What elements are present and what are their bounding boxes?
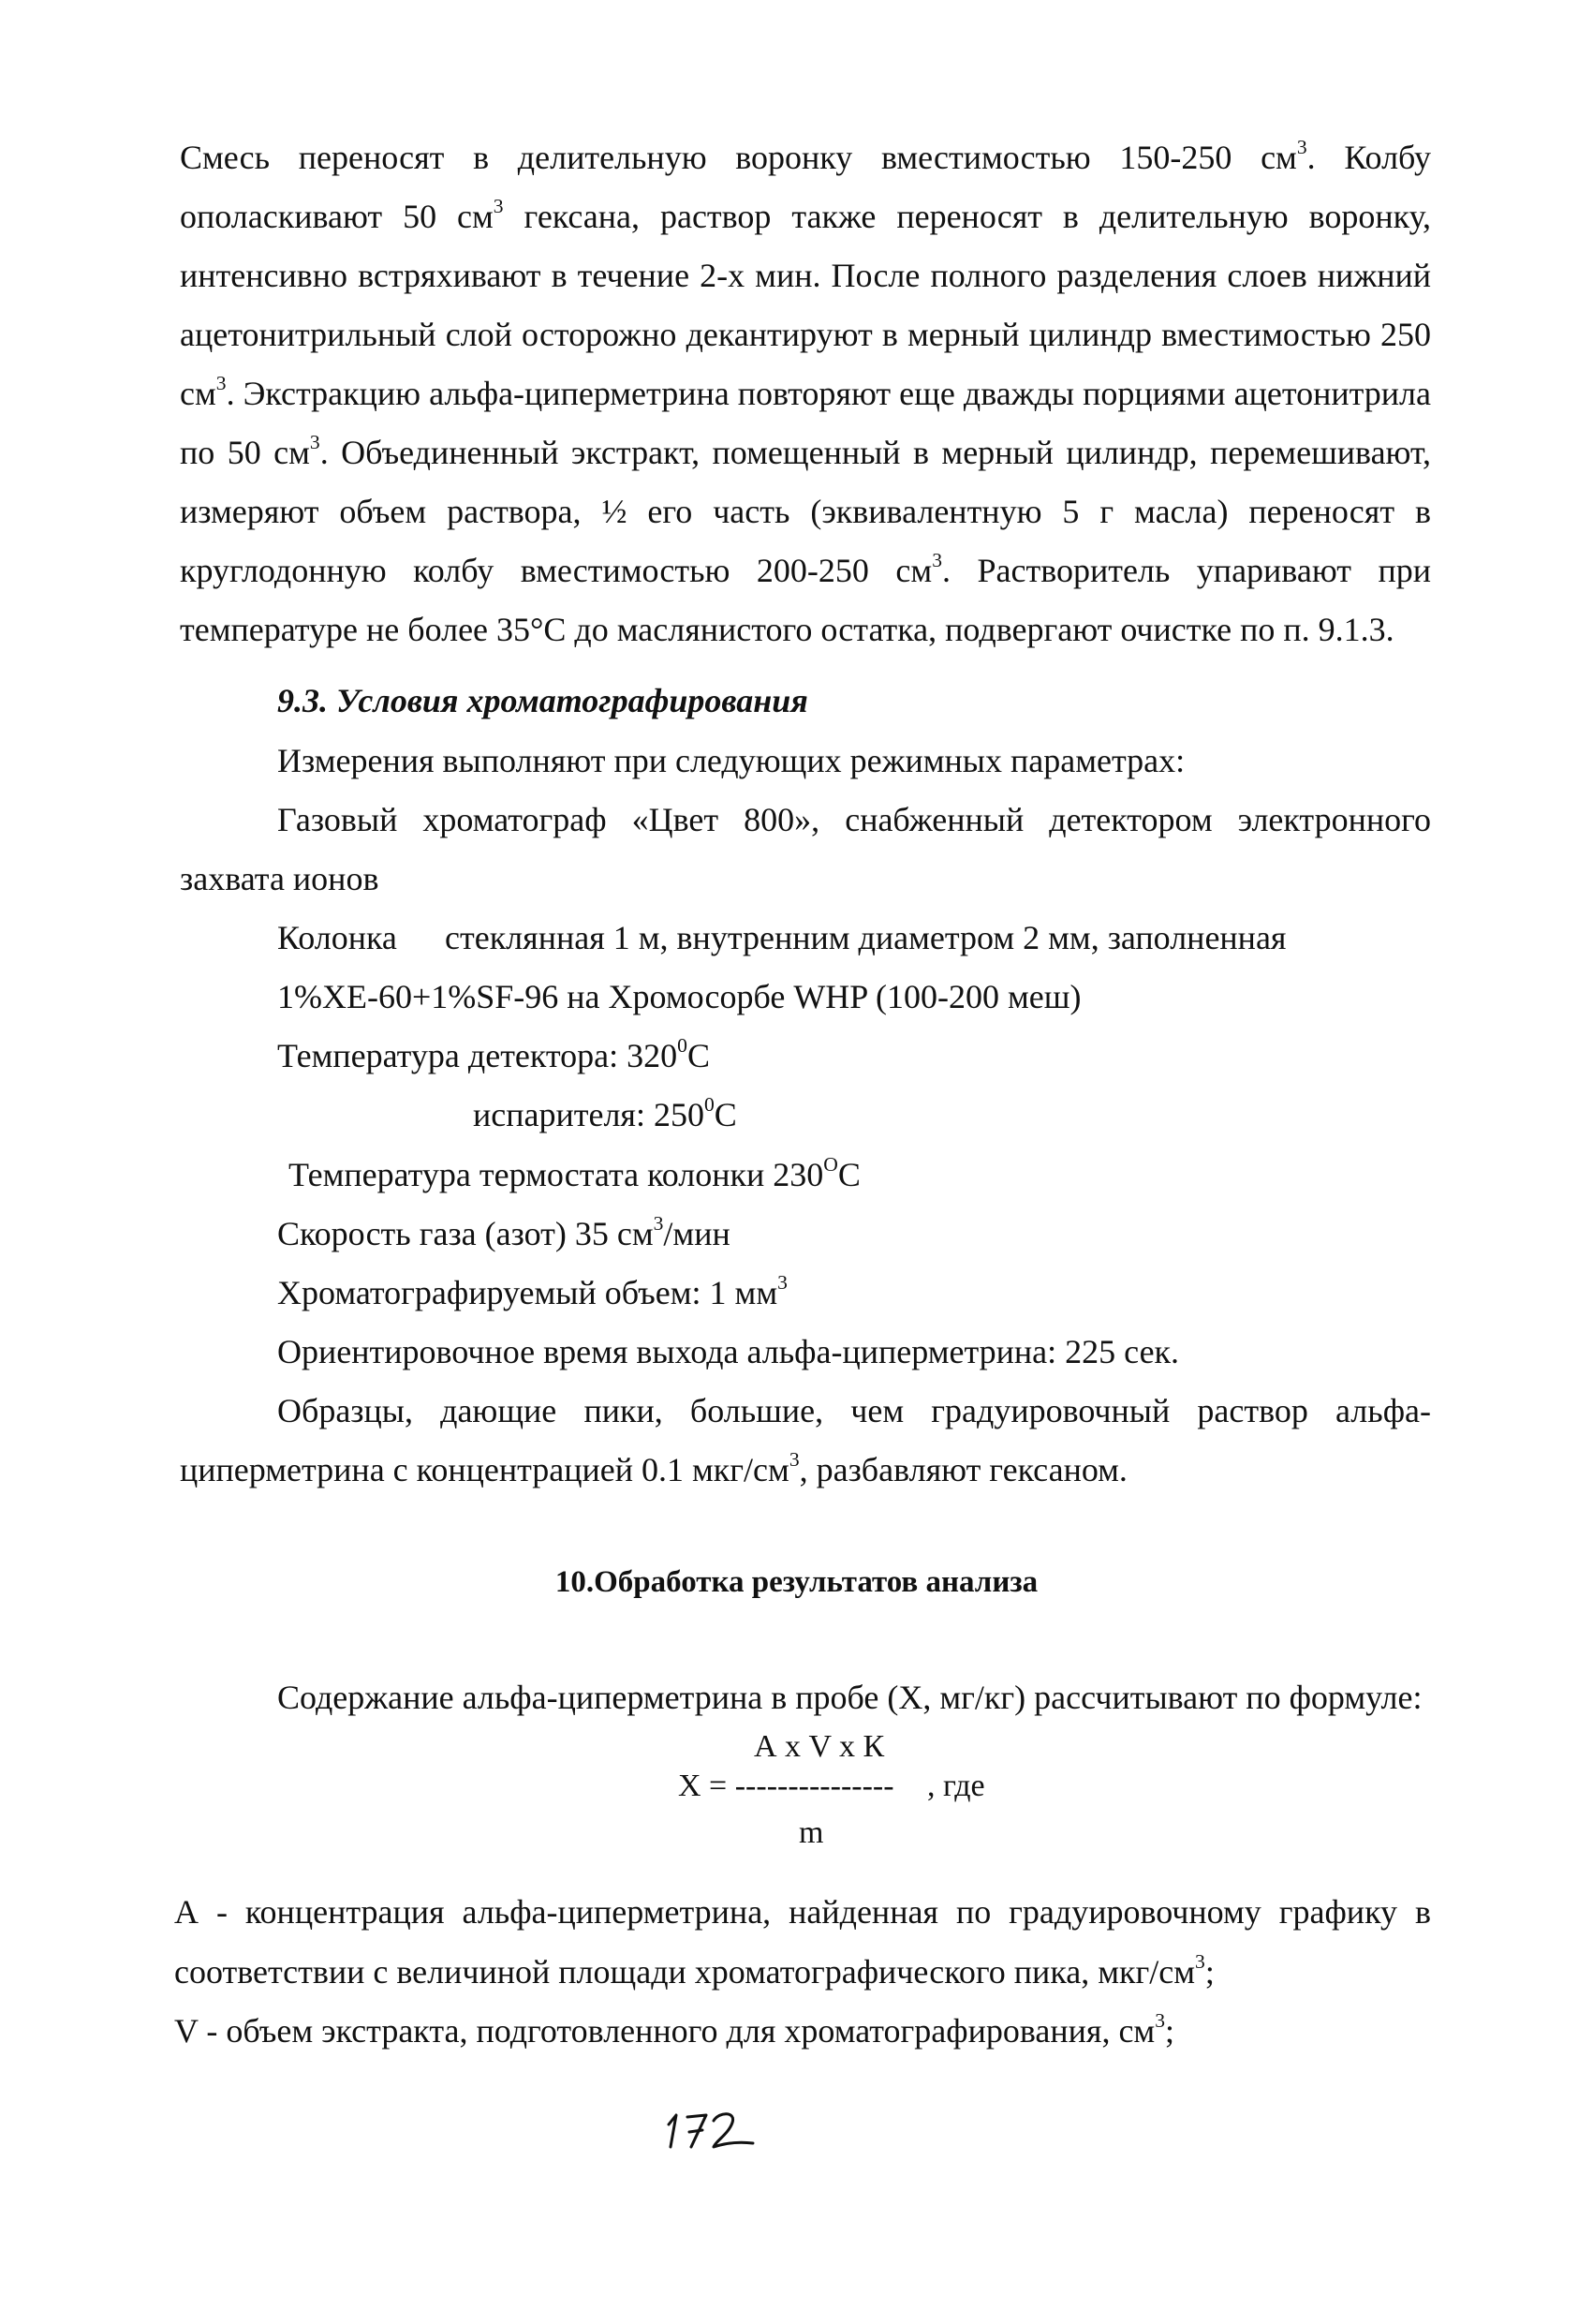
paragraph-line: температуре не более 35°С до маслянистого остатка, подвергают очистке по п. 9.1.3. <box>180 611 1394 648</box>
formula-suffix: , где <box>927 1769 985 1803</box>
paragraph-line: интенсивно встряхивают в течение 2-х мин. После полного разделения слоев нижний <box>180 257 1431 294</box>
detector-temperature: Температура детектора: $320^0С$ <box>277 1033 710 1074</box>
formula-denominator: m <box>799 1815 824 1850</box>
column-label: Колонка <box>277 919 397 956</box>
formula-numerator: А х V х К <box>754 1729 885 1764</box>
samples-line: Образцы, дающие пики, большие, чем градуировочный раствор альфа- <box>277 1392 1431 1429</box>
thermostat-temperature: Температура термостата колонки $230^OС$ <box>288 1152 861 1193</box>
paragraph-line: ацетонитрильный слой осторожно декантируют в мерный цилиндр вместимостью 250 <box>180 316 1431 353</box>
definition-A: соответствии с величиной площади хроматографического пика, мкг/$см^3$; <box>174 1949 1215 1991</box>
samples-line: циперметрина с концентрацией 0.1 мкг/$см^3$, разбавляют гексаном. <box>180 1447 1128 1488</box>
formula-lhs: Х = --------------- <box>678 1769 894 1803</box>
column-value: стеклянная 1 м, внутренним диаметром 2 мм, заполненная <box>445 919 1287 956</box>
paragraph-line: Смесь переносят в делительную воронку вместимостью 150-250 $см^3$. Колбу <box>180 135 1431 176</box>
paragraph-line: по 50 $см^3$. Объединенный экстракт, помещенный в мерный цилиндр, перемешивают, <box>180 430 1431 471</box>
intro-text: Измерения выполняют при следующих режимных параметрах: <box>277 742 1186 779</box>
paragraph-line: измеряют объем раствора, ½ его часть (эквивалентную 5 г масла) переносят в <box>180 493 1431 530</box>
gas-speed: Скорость газа (азот) 35 $см^3$/мин <box>277 1211 730 1252</box>
section-heading: 9.3. Условия хроматографирования <box>277 682 808 719</box>
evaporator-temperature: испарителя: $250^0С$ <box>473 1092 737 1133</box>
retention-time: Ориентировочное время выхода альфа-циперметрина: 225 сек. <box>277 1333 1180 1370</box>
injection-volume: Хроматографируемый объем: 1 $мм^3$ <box>277 1270 788 1311</box>
handwritten-page-number <box>663 2104 757 2153</box>
column-filling: 1%XE-60+1%SF-96 на Хромосорбе WHP (100-200 меш) <box>277 978 1082 1015</box>
chromatograph-line: Газовый хроматограф «Цвет 800», снабженный детектором электронного <box>277 801 1431 838</box>
paragraph-line: круглодонную колбу вместимостью 200-250 $см^3$. Растворитель упаривают при <box>180 548 1431 589</box>
formula-intro: Содержание альфа-циперметрина в пробе (Х, мг/кг) рассчитывают по формуле: <box>277 1679 1423 1716</box>
paragraph-line: ополаскивают 50 $см^3$ гексана, раствор также переносят в делительную воронку, <box>180 194 1431 235</box>
definition-A: А - концентрация альфа-циперметрина, найденная по градуировочному графику в <box>174 1893 1431 1931</box>
definition-V: V - объем экстракта, подготовленного для хроматографирования, $см^3$; <box>174 2008 1175 2050</box>
paragraph-line: $см^3$. Экстракцию альфа-циперметрина повторяют еще дважды порциями ацетонитрила <box>180 371 1431 412</box>
section-heading: 10.Обработка результатов анализа <box>554 1565 1039 1599</box>
chromatograph-line: захвата ионов <box>180 860 379 897</box>
